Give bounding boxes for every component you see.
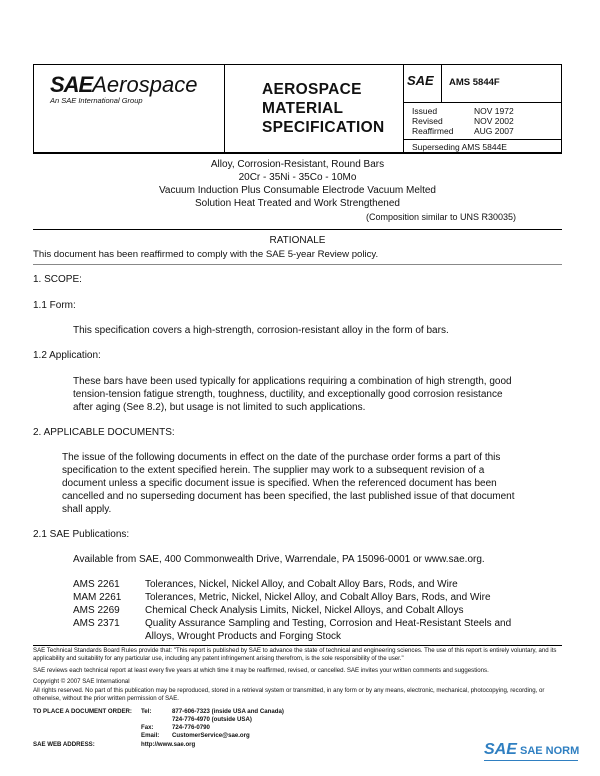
revised-label: Revised [412, 116, 443, 126]
title-top-rule [33, 153, 562, 154]
web-address[interactable]: http://www.sae.org [141, 741, 196, 748]
title-line1: Alloy, Corrosion-Resistant, Round Bars [210, 159, 385, 170]
revised-date: NOV 2002 [474, 116, 514, 126]
web-label: SAE WEB ADDRESS: [33, 741, 95, 748]
title-line3: Vacuum Induction Plus Consumable Electrode Vacuum Melted [159, 185, 436, 196]
tel-label: Tel: [141, 708, 152, 715]
logo-aerospace-text: Aerospace [92, 72, 198, 97]
logo-subtitle: An SAE International Group [50, 96, 143, 105]
ref-code: AMS 2261 [73, 579, 120, 590]
email-address[interactable]: CustomerService@sae.org [172, 732, 250, 739]
section-2-line3: document unless a specific document issue is specified. When the referenced document has been [62, 478, 497, 489]
ref-code: AMS 2371 [73, 618, 120, 629]
stamp-underline [484, 760, 578, 761]
section-2-line2: specification to the extent specified herein. The supplier may work to a subsequent revision of a [62, 465, 485, 476]
order-label: TO PLACE A DOCUMENT ORDER: [33, 708, 132, 715]
logo-sae-text: SAE [50, 72, 93, 97]
footer-review-text: SAE reviews each technical report at least every five years at which time it may be reaffirmed, revised, or cancelled. SAE invites your written comments and suggestions. [33, 667, 489, 674]
sae-small-logo: SAE [407, 73, 434, 88]
stamp-norm-text: SAE NORM [520, 745, 580, 757]
ref-desc: Chemical Check Analysis Limits, Nickel, Nickel Alloys, and Cobalt Alloys [145, 605, 464, 616]
rationale-text: This document has been reaffirmed to comply with the SAE 5-year Review policy. [33, 249, 379, 260]
section-2-1-text: Available from SAE, 400 Commonwealth Drive, Warrendale, PA 15096-0001 or www.sae.org. [73, 554, 485, 565]
reaffirmed-label: Reaffirmed [412, 126, 454, 136]
divider [403, 102, 562, 103]
section-2-line4: cancelled and no superseding document has been specified, the last published issue of that document [62, 491, 515, 502]
footer-rule [33, 645, 562, 646]
email-label: Email: [141, 732, 160, 739]
ref-desc: Tolerances, Metric, Nickel, Nickel Alloy, and Cobalt Alloy Bars, Rods, and Wire [145, 592, 491, 603]
ref-code: MAM 2261 [73, 592, 122, 603]
superseding: Superseding AMS 5844E [412, 142, 507, 152]
section-1-heading: 1. SCOPE: [33, 274, 82, 285]
tel-inside: 877-606-7323 (inside USA and Canada) [172, 708, 284, 715]
section-1-2-line3: after aging (See 8.2), but usage is not limited to such applications. [73, 402, 366, 413]
issued-date: NOV 1972 [474, 106, 514, 116]
doc-type-line2: MATERIAL [262, 100, 344, 117]
section-2-heading: 2. APPLICABLE DOCUMENTS: [33, 427, 175, 438]
rationale-heading: RATIONALE [269, 235, 326, 246]
ref-desc-continued: Alloys, Wrought Products and Forging Stock [145, 631, 342, 642]
footer-rules-text: SAE Technical Standards Board Rules provide that: "This report is published by SAE to advance the state of technical and engineering sciences. The use of this report is entirely voluntary, and its applicability and suitability for any particular use, including any patent infringement arising therefrom, is the sole responsibility of the user." [33, 647, 557, 662]
section-2-line5: shall apply. [62, 504, 112, 515]
title-bottom-rule [33, 229, 562, 230]
doc-type-line1: AEROSPACE [262, 81, 362, 98]
ref-desc: Tolerances, Nickel, Nickel Alloy, and Cobalt Alloy Bars, Rods, and Wire [145, 579, 458, 590]
stamp-sae-text: SAE [484, 741, 517, 758]
fax-label: Fax: [141, 724, 154, 731]
doc-type-line3: SPECIFICATION [262, 119, 385, 136]
section-1-2-line1: These bars have been used typically for applications requiring a combination of high strength, good [73, 376, 512, 387]
divider [224, 64, 225, 153]
issued-label: Issued [412, 106, 438, 116]
section-1-2-heading: 1.2 Application: [33, 350, 101, 361]
fax-number: 724-776-0790 [172, 724, 210, 731]
reaffirmed-date: AUG 2007 [474, 126, 514, 136]
title-line4: Solution Heat Treated and Work Strengthened [195, 198, 400, 209]
section-1-1-text: This specification covers a high-strength, corrosion-resistant alloy in the form of bars. [73, 325, 449, 336]
title-line2: 20Cr - 35Ni - 35Co - 10Mo [238, 172, 357, 183]
copyright: Copyright © 2007 SAE International [33, 678, 130, 685]
doc-number: AMS 5844F [449, 77, 500, 88]
section-2-1-heading: 2.1 SAE Publications: [33, 529, 130, 540]
section-1-1-heading: 1.1 Form: [33, 300, 76, 311]
section-2-line1: The issue of the following documents in effect on the date of the purchase order forms a part of this [62, 452, 501, 463]
sae-norm-stamp [484, 741, 517, 759]
ref-desc: Quality Assurance Sampling and Testing, Corrosion and Heat-Resistant Steels and [145, 618, 512, 629]
tel-outside: 724-776-4970 (outside USA) [172, 716, 252, 723]
rationale-rule [33, 264, 562, 265]
divider [441, 64, 442, 102]
sae-aerospace-logo [50, 72, 197, 98]
title-line5: (Composition similar to UNS R30035) [366, 212, 517, 222]
divider [403, 139, 562, 140]
footer-rights-text: All rights reserved. No part of this publication may be reproduced, stored in a retrieval system or transmitted, in any form or by any means, electronic, mechanical, photocopying, recording, or otherwise, without the prior written permission of SAE. [33, 687, 545, 702]
section-1-2-line2: tension-tension fatigue strength, toughness, ductility, and exceptionally good corrosion resistance [73, 389, 503, 400]
ref-code: AMS 2269 [73, 605, 120, 616]
